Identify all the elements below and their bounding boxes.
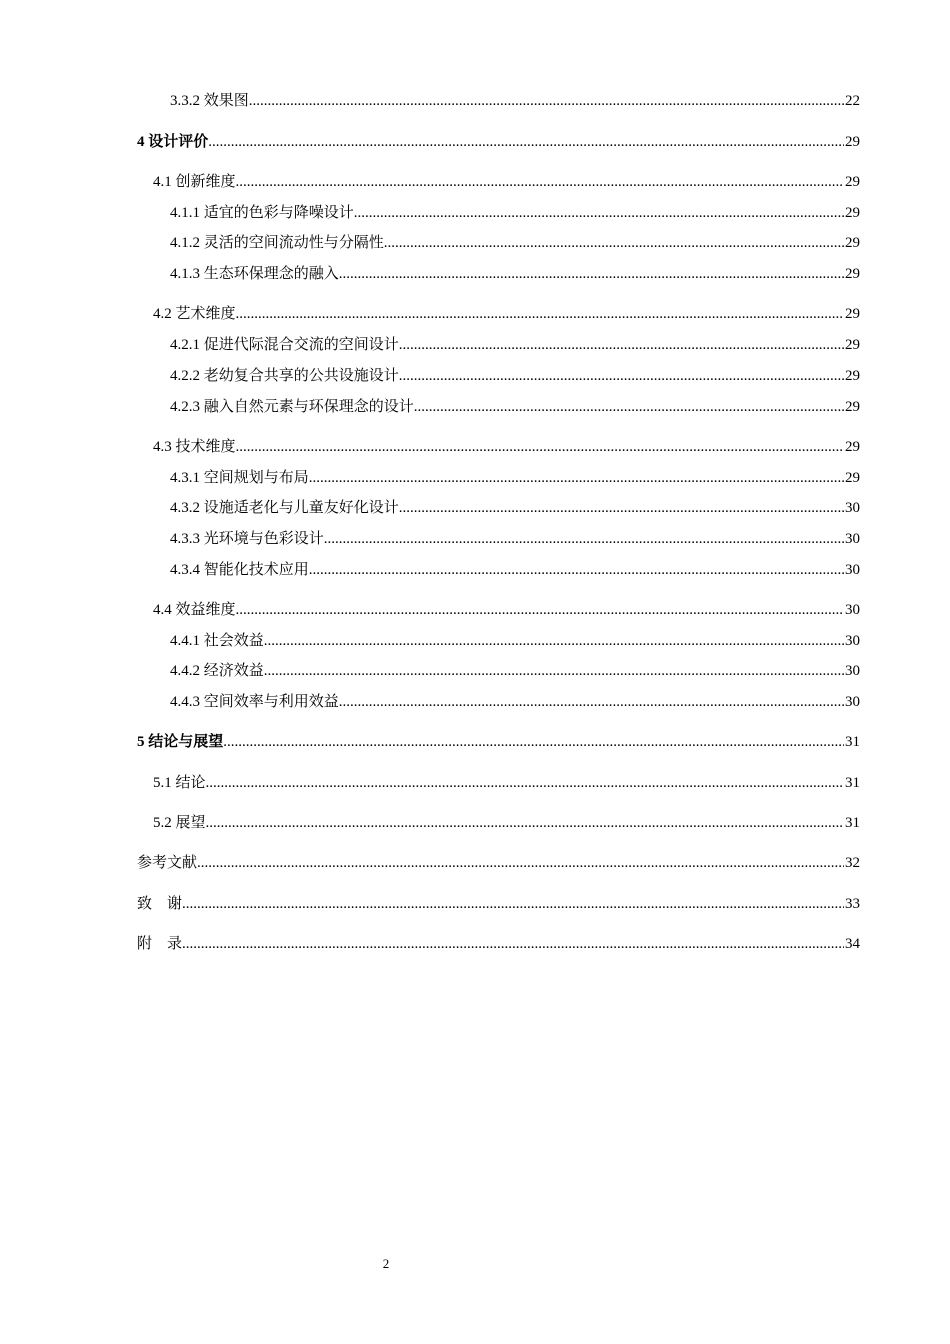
toc-entry-page: 29 bbox=[845, 337, 860, 353]
toc-entry-page: 33 bbox=[845, 896, 860, 912]
toc-entry-page: 30 bbox=[845, 694, 860, 710]
toc-entry-5[interactable] bbox=[137, 732, 860, 752]
toc-entry-acknowledgements[interactable] bbox=[137, 894, 860, 914]
toc-leader-dots bbox=[264, 661, 844, 681]
toc-entry-references[interactable] bbox=[137, 853, 860, 873]
toc-entry-label: 参考文献 bbox=[137, 855, 198, 871]
toc-entry-label: 致 谢 bbox=[137, 896, 183, 912]
toc-entry-label: 4.4.3 空间效率与利用效益 bbox=[170, 694, 339, 710]
toc-entry-page: 29 bbox=[845, 235, 860, 251]
toc-leader-dots bbox=[339, 692, 844, 712]
toc-entry-label: 4.4.1 社会效益 bbox=[170, 633, 264, 649]
toc-entry-label: 4.2.1 促进代际混合交流的空间设计 bbox=[170, 337, 399, 353]
toc-leader-dots bbox=[399, 335, 844, 355]
toc-leader-dots bbox=[414, 397, 844, 417]
toc-entry-4-1[interactable] bbox=[137, 172, 860, 192]
toc-leader-dots bbox=[197, 853, 844, 873]
toc-leader-dots bbox=[208, 132, 844, 152]
toc-entry-page: 30 bbox=[845, 633, 860, 649]
toc-entry-5-1[interactable] bbox=[137, 773, 860, 793]
toc-entry-page: 29 bbox=[845, 439, 860, 455]
toc-entry-4-2[interactable] bbox=[137, 304, 860, 324]
toc-entry-label: 4.2 艺术维度 bbox=[153, 306, 236, 322]
toc-entry-4-3[interactable] bbox=[137, 437, 860, 457]
toc-leader-dots bbox=[384, 233, 844, 253]
toc-entry-4-4-2[interactable] bbox=[137, 661, 860, 681]
toc-entry-page: 29 bbox=[845, 470, 860, 486]
toc-entry-4-4[interactable] bbox=[137, 600, 860, 620]
toc-entry-page: 31 bbox=[845, 815, 860, 831]
toc-entry-appendix[interactable] bbox=[137, 934, 860, 954]
toc-entry-label: 4.2.2 老幼复合共享的公共设施设计 bbox=[170, 368, 399, 384]
toc-entry-page: 34 bbox=[845, 936, 860, 952]
toc-entry-page: 32 bbox=[845, 855, 860, 871]
toc-entry-page: 31 bbox=[845, 734, 860, 750]
toc-entry-page: 30 bbox=[845, 500, 860, 516]
toc-leader-dots bbox=[324, 529, 844, 549]
toc-leader-dots bbox=[223, 732, 844, 752]
toc-entry-4-2-3[interactable] bbox=[137, 397, 860, 417]
toc-leader-dots bbox=[339, 264, 844, 284]
toc-leader-dots bbox=[182, 894, 844, 914]
toc-entry-label: 4.3.1 空间规划与布局 bbox=[170, 470, 309, 486]
toc-entry-4-3-3[interactable] bbox=[137, 529, 860, 549]
toc-entry-4-1-3[interactable] bbox=[137, 264, 860, 284]
toc-entry-page: 30 bbox=[845, 663, 860, 679]
toc-entry-4-4-1[interactable] bbox=[137, 631, 860, 651]
toc-entry-page: 29 bbox=[845, 306, 860, 322]
toc-entry-4-4-3[interactable] bbox=[137, 692, 860, 712]
toc-entry-4-1-2[interactable] bbox=[137, 233, 860, 253]
toc-entry-page: 31 bbox=[845, 775, 860, 791]
toc-entry-label: 4.2.3 融入自然元素与环保理念的设计 bbox=[170, 399, 414, 415]
toc-entry-page: 29 bbox=[845, 399, 860, 415]
toc-entry-4-3-4[interactable] bbox=[137, 560, 860, 580]
toc-leader-dots bbox=[236, 304, 844, 324]
toc-entry-label: 4.3.4 智能化技术应用 bbox=[170, 562, 309, 578]
toc-leader-dots bbox=[182, 934, 844, 954]
toc-entry-5-2[interactable] bbox=[137, 813, 860, 833]
toc-entry-label: 4.1.3 生态环保理念的融入 bbox=[170, 266, 339, 282]
toc-leader-dots bbox=[206, 813, 844, 833]
toc-entry-label: 4.4 效益维度 bbox=[153, 602, 236, 618]
toc-entry-page: 30 bbox=[845, 602, 860, 618]
toc-leader-dots bbox=[236, 172, 844, 192]
toc-entry-page: 30 bbox=[845, 531, 860, 547]
toc-entry-4-1-1[interactable] bbox=[137, 203, 860, 223]
toc-leader-dots bbox=[309, 468, 844, 488]
toc-entry-page: 22 bbox=[845, 93, 860, 109]
toc-entry-page: 29 bbox=[845, 205, 860, 221]
toc-entry-label: 4.3.2 设施适老化与儿童友好化设计 bbox=[170, 500, 399, 516]
toc-entry-label: 4.1.2 灵活的空间流动性与分隔性 bbox=[170, 235, 384, 251]
toc-leader-dots bbox=[249, 91, 844, 111]
toc-leader-dots bbox=[399, 366, 844, 386]
toc-leader-dots bbox=[236, 600, 844, 620]
toc-leader-dots bbox=[264, 631, 844, 651]
toc-entry-label: 4.4.2 经济效益 bbox=[170, 663, 264, 679]
toc-leader-dots bbox=[399, 498, 844, 518]
toc-leader-dots bbox=[354, 203, 844, 223]
toc-entry-label: 4.1.1 适宜的色彩与降噪设计 bbox=[170, 205, 354, 221]
toc-entry-page: 29 bbox=[845, 266, 860, 282]
toc-entry-4[interactable] bbox=[137, 132, 860, 152]
toc-entry-label: 4.3.3 光环境与色彩设计 bbox=[170, 531, 324, 547]
toc-entry-4-3-1[interactable] bbox=[137, 468, 860, 488]
toc-entry-4-2-2[interactable] bbox=[137, 366, 860, 386]
toc-entry-page: 29 bbox=[845, 174, 860, 190]
toc-entry-label: 附 录 bbox=[137, 936, 183, 952]
toc-entry-label: 4.1 创新维度 bbox=[153, 174, 236, 190]
toc-leader-dots bbox=[236, 437, 844, 457]
toc-entry-label: 5.1 结论 bbox=[153, 775, 206, 791]
page-number: 2 bbox=[382, 1256, 390, 1271]
toc-entry-label: 5 结论与展望 bbox=[137, 734, 224, 750]
toc-entry-label: 3.3.2 效果图 bbox=[170, 93, 249, 109]
toc-entry-3-3-2[interactable] bbox=[137, 91, 860, 111]
toc-entry-page: 29 bbox=[845, 134, 860, 150]
toc-entry-page: 30 bbox=[845, 562, 860, 578]
toc-entry-label: 4.3 技术维度 bbox=[153, 439, 236, 455]
toc-entry-4-2-1[interactable] bbox=[137, 335, 860, 355]
toc-entry-page: 29 bbox=[845, 368, 860, 384]
toc-leader-dots bbox=[206, 773, 844, 793]
toc-entry-label: 5.2 展望 bbox=[153, 815, 206, 831]
toc-entry-4-3-2[interactable] bbox=[137, 498, 860, 518]
toc-leader-dots bbox=[309, 560, 844, 580]
toc-entry-label: 4 设计评价 bbox=[137, 134, 209, 150]
